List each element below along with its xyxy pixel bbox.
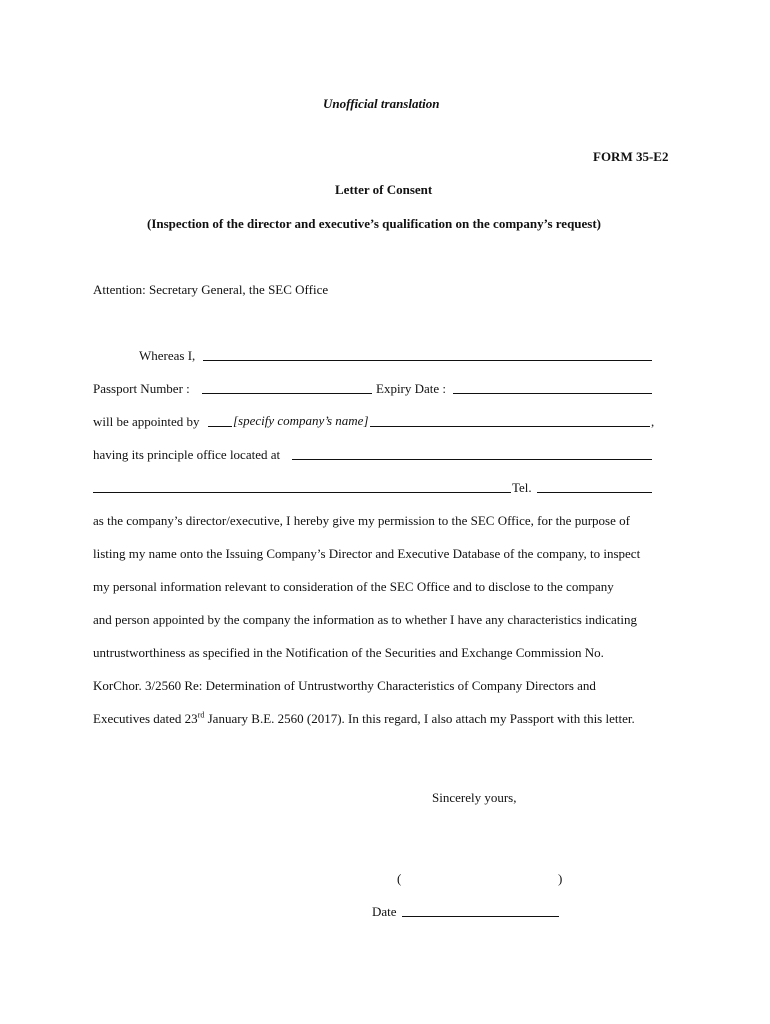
tel-field[interactable] — [537, 492, 652, 493]
translation-note: Unofficial translation — [323, 96, 440, 111]
body-line-7-post: January B.E. 2560 (2017). In this regard, I also attach my Passport with this letter. — [204, 711, 635, 726]
signature-paren-open: ( — [397, 871, 402, 886]
tel-label: Tel. — [512, 480, 532, 495]
expiry-label: Expiry Date : — [376, 381, 447, 396]
date-field[interactable] — [402, 916, 559, 917]
office-address-field[interactable] — [292, 459, 652, 460]
appointed-comma: , — [651, 414, 655, 429]
letter-title: Letter of Consent — [335, 182, 433, 197]
passport-label: Passport Number : — [93, 381, 190, 396]
expiry-date-field[interactable] — [453, 393, 652, 394]
body-line-6: KorChor. 3/2560 Re: Determination of Untrustworthy Characteristics of Company Directors and — [93, 678, 596, 693]
body-line-1: as the company’s director/executive, I hereby give my permission to the SEC Office, for the purpose of — [93, 513, 630, 528]
form-number: FORM 35-E2 — [593, 149, 669, 164]
company-placeholder: [specify company’s name] — [233, 413, 369, 428]
letter-subtitle: (Inspection of the director and executive’s qualification on the company’s request) — [147, 216, 602, 231]
appointed-label: will be appointed by — [93, 414, 200, 429]
body-line-4: and person appointed by the company the information as to whether I have any characteristics indicating — [93, 612, 638, 627]
body-line-3: my personal information relevant to consideration of the SEC Office and to disclose to the company — [93, 579, 614, 594]
body-line-2: listing my name onto the Issuing Company’s Director and Executive Database of the company, to inspect — [93, 546, 641, 561]
date-label: Date — [372, 904, 397, 919]
body-line-7-sup: rd — [197, 710, 205, 720]
passport-number-field[interactable] — [202, 393, 372, 394]
attention-line: Attention: Secretary General, the SEC Office — [93, 282, 329, 297]
body-line-5: untrustworthiness as specified in the Notification of the Securities and Exchange Commission No. — [93, 645, 604, 660]
signature-paren-close: ) — [558, 871, 563, 886]
sincerely-text: Sincerely yours, — [432, 790, 517, 805]
body-line-7-pre: Executives dated 23 — [93, 711, 198, 726]
office-address-line2-field[interactable] — [93, 492, 511, 493]
whereas-label: Whereas I, — [139, 348, 196, 363]
name-field[interactable] — [203, 360, 652, 361]
signature-name-field[interactable] — [404, 866, 554, 886]
office-label: having its principle office located at — [93, 447, 281, 462]
body-line-7 — [93, 711, 635, 727]
